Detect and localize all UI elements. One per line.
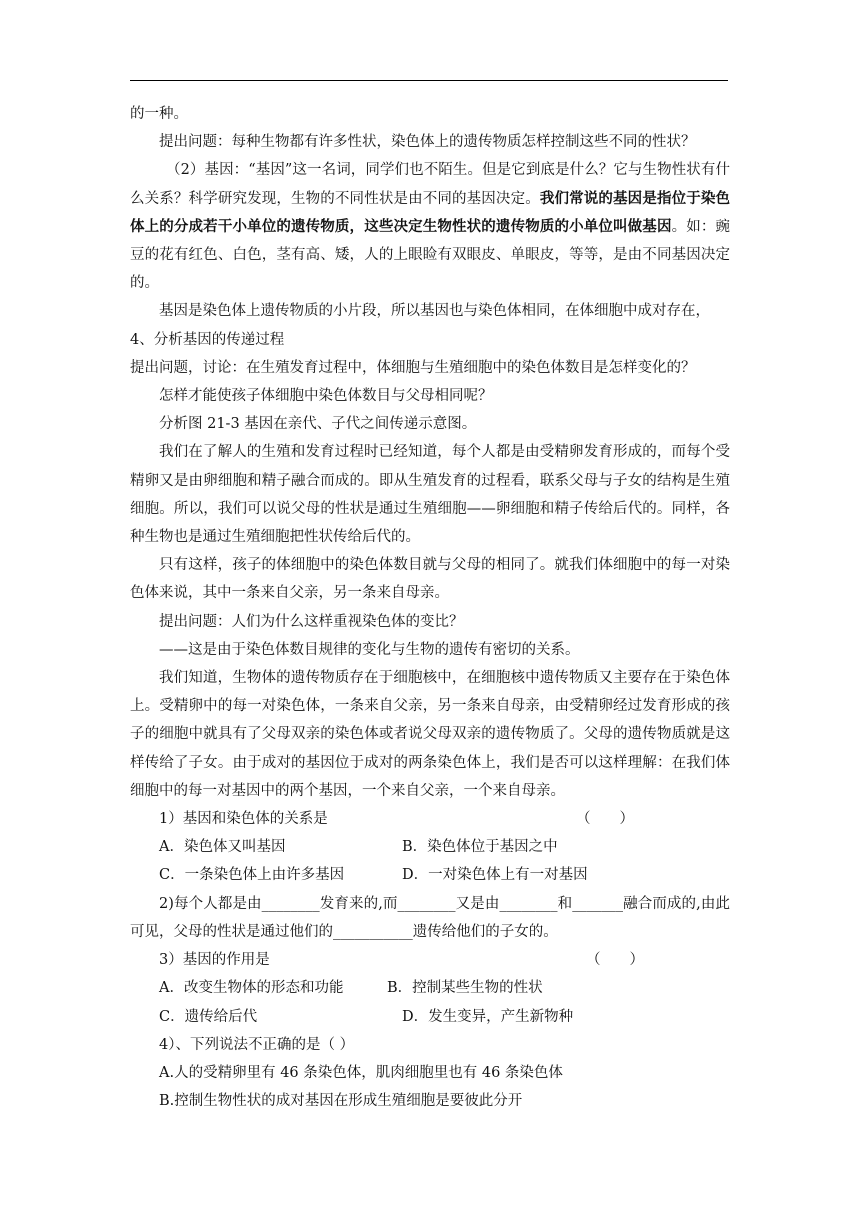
option-b: B.控制生物性状的成对基因在形成生殖细胞是要彼此分开: [159, 1093, 523, 1110]
header-rule: [130, 80, 728, 81]
paragraph: 我们知道，生物体的遗传物质存在于细胞核中，在细胞核中遗传物质又主要存在于染色体上。受精卵中的每一对染色体，一条来自父亲，另一条来自母亲，由受精卵经过发育形成的孩子的细胞中就具有了父母双亲的染色体或者说父母双亲的遗传物质了。父母的遗传物质就是这样传给了子女。由于成对的基因位于成对的两条染色体上，我们是否可以这样理解：在我们体细胞中的每一对基因中的两个基因，一个来自父亲，一个来自母亲。: [130, 670, 730, 799]
option-b: B．控制某些生物的性状: [387, 980, 543, 997]
question-1: 1）基因和染色体的关系是 （ ）: [130, 805, 730, 833]
options-row: [130, 1003, 730, 1031]
options-row: [130, 861, 730, 889]
option-d: D．发生变异，产生新物种: [402, 1008, 574, 1025]
option-c: C．一条染色体上由许多基因: [159, 867, 345, 884]
paragraph: 基因是染色体上遗传物质的小片段，所以基因也与染色体相同，在体细胞中成对存在，: [159, 303, 710, 320]
paragraph: 怎样才能使孩子体细胞中染色体数目与父母相同呢？: [159, 388, 493, 405]
option-a: A.人的受精卵里有 46 条染色体，肌肉细胞里也有 46 条染色体: [159, 1064, 563, 1081]
document-body: [130, 100, 730, 1115]
paragraph-gene-definition: （2）基因：“基因”这一名词，同学们也不陌生。但是它到底是什么？它与生物性状有什么关系？科学研究发现，生物的不同性状是由不同的基因决定。我们常说的基因是指位于染色体上的分成若干小单位的遗传物质，这些决定生物性状的遗传物质的小单位叫做基因。如：豌豆的花有红色、白色，茎有高、矮，人的上眼睑有双眼皮、单眼皮，等等，是由不同基因决定的。: [130, 162, 731, 292]
options-row: [130, 974, 730, 1002]
paragraph: 的一种。: [130, 106, 188, 122]
paragraph: 我们在了解人的生殖和发育过程时已经知道，每个人都是由受精卵发育形成的，而每个受精卵又是由卵细胞和精子融合而成的。即从生殖发育的过程看，联系父母与子女的结构是生殖细胞。所以，我们可以说父母的性状是通过生殖细胞——卵细胞和精子传给后代的。同样，各种生物也是通过生殖细胞把性状传给后代的。: [130, 444, 730, 546]
paragraph: 分析图 21-3 基因在亲代、子代之间传递示意图。: [159, 416, 477, 433]
question-4: 4）、下列说法不正确的是（ ）: [159, 1036, 355, 1053]
option-b: B．染色体位于基因之中: [402, 839, 558, 856]
answer-paren: （ ）: [576, 811, 634, 828]
options-row: [130, 833, 730, 861]
paragraph: 提出问题，讨论：在生殖发育过程中，体细胞与生殖细胞中的染色体数目是怎样变化的？: [130, 359, 696, 376]
section-heading: 4、分析基因的传递过程: [130, 331, 285, 348]
question-2: 2)每个人都是由________发育来的,而________又是由________和_______融合而成的,由此可见，父母的性状是通过他们的___________遗传给他们的子女的。: [130, 895, 730, 940]
paragraph: 只有这样，孩子的体细胞中的染色体数目就与父母的相同了。就我们体细胞中的每一对染色体来说，其中一条来自父亲，另一条来自母亲。: [130, 557, 730, 602]
paragraph: 提出问题：每种生物都有许多性状，染色体上的遗传物质怎样控制这些不同的性状？: [159, 134, 696, 151]
question-3: 3）基因的作用是 （ ）: [130, 946, 730, 974]
option-a: A．改变生物体的形态和功能: [159, 980, 344, 997]
paragraph: ——这是由于染色体数目规律的变化与生物的遗传有密切的关系。: [159, 641, 580, 658]
paragraph: 提出问题：人们为什么这样重视染色体的变比？: [159, 613, 464, 630]
option-d: D．一对染色体上有一对基因: [402, 867, 588, 884]
option-c: C．遗传给后代: [159, 1008, 258, 1025]
bold-definition: 我们常说的基因是指位于染色体上的分成若干小单位的遗传物质，这些决定生物性状的遗传物质的小单位叫做基因: [130, 189, 731, 235]
answer-paren: （ ）: [586, 952, 644, 969]
option-a: A．染色体又叫基因: [159, 839, 286, 856]
